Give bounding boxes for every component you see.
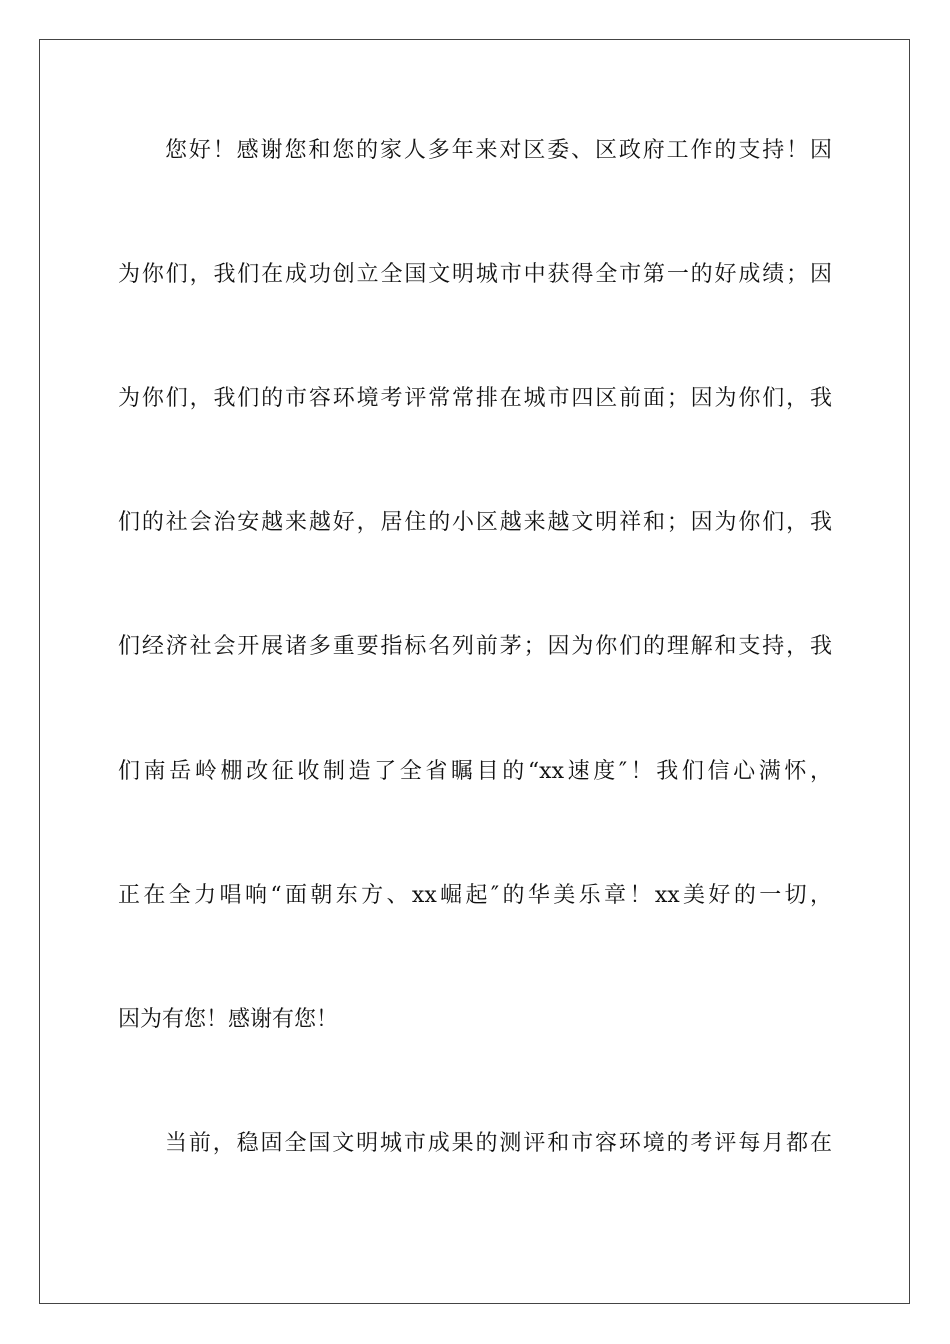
paragraph-1-line-5: 们经济社会开展诸多重要指标名列前茅；因为你们的理解和支持，我 <box>118 634 832 659</box>
paragraph-1-line-4: 们的社会治安越来越好，居住的小区越来越文明祥和；因为你们，我 <box>118 510 832 535</box>
paragraph-1-line-3: 为你们，我们的市容环境考评常常排在城市四区前面；因为你们，我 <box>118 386 832 411</box>
paragraph-1-line-2: 为你们，我们在成功创立全国文明城市中获得全市第一的好成绩；因 <box>118 262 832 287</box>
paragraph-1-line-1: 您好！感谢您和您的家人多年来对区委、区政府工作的支持！因 <box>165 138 832 163</box>
paragraph-2-line-1: 当前，稳固全国文明城市成果的测评和市容环境的考评每月都在 <box>165 1131 832 1156</box>
paragraph-1-line-6: 们南岳岭棚改征收制造了全省瞩目的“xx速度″！我们信心满怀， <box>118 759 832 784</box>
paragraph-1-line-8: 因为有您！感谢有您！ <box>118 1007 339 1032</box>
page-border <box>39 39 910 1304</box>
paragraph-1-line-7: 正在全力唱响“面朝东方、xx崛起″的华美乐章！xx美好的一切， <box>118 883 832 908</box>
